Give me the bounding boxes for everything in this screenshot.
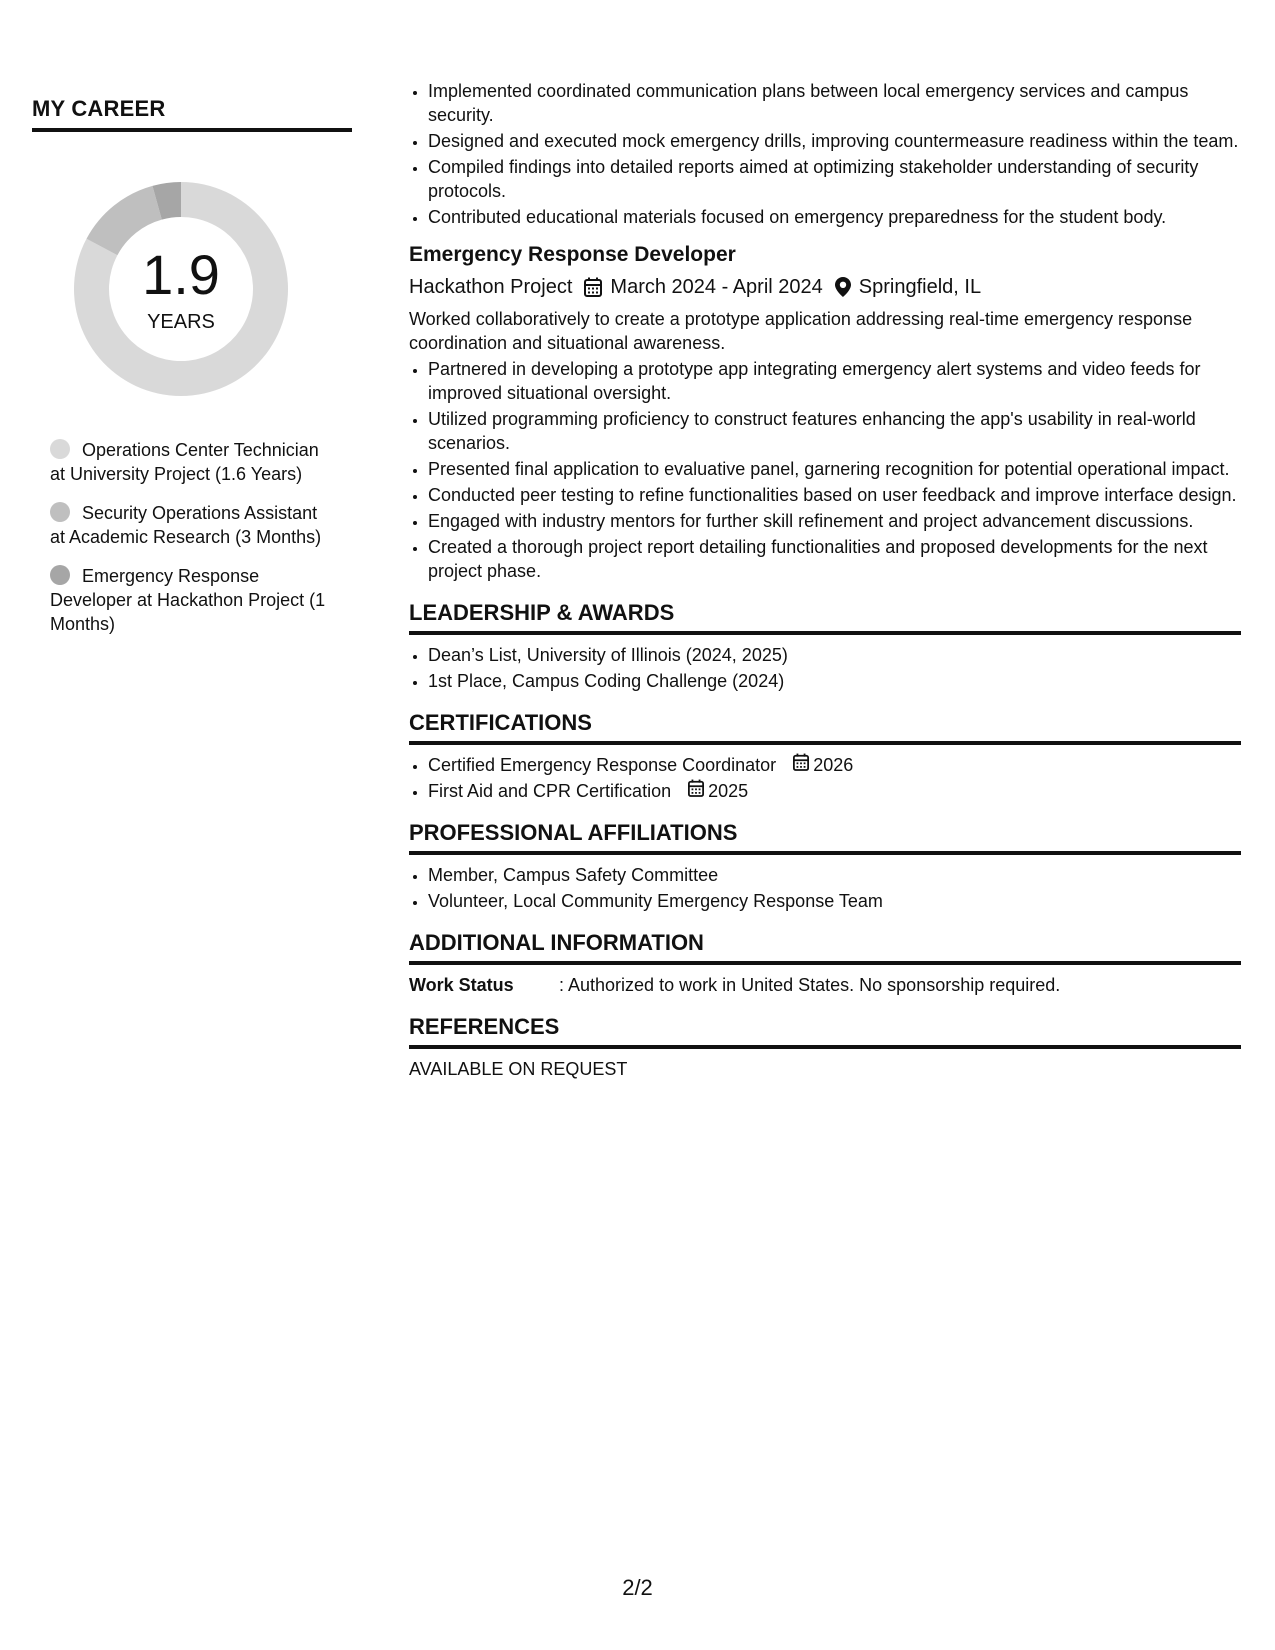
page-number: 2/2 [622,1575,653,1600]
list-item: • Utilized programming proficiency to construct features enhancing the app's usability in real-world scenarios. [428,407,1241,455]
work-status-label: Work Status [409,975,514,995]
legend-label: Operations Center Technician at University Project (1.6 Years) [50,440,319,484]
list-item: • Partnered in developing a prototype app integrating emergency alert systems and video feeds for improved situational oversight. [428,357,1241,405]
career-heading: MY CAREER [32,96,352,132]
calendar-icon [688,779,708,803]
references-heading: REFERENCES [409,1013,1241,1049]
legend-item [50,501,335,549]
list-item [428,753,1241,777]
list-item: • Dean’s List, University of Illinois (2024, 2025) [428,643,1241,667]
cert-date [688,779,748,803]
leadership-list [409,643,1241,693]
list-item: • Conducted peer testing to refine functionalities based on user feedback and improve interface design. [428,483,1241,507]
affiliations-list [409,863,1241,913]
previous-job-bullets [409,79,1241,229]
list-item: • Presented final application to evaluative panel, garnering recognition for potential operational impact. [428,457,1241,481]
list-item: • Compiled findings into detailed reports aimed at optimizing stakeholder understanding of security protocols. [428,155,1241,203]
list-item: • 1st Place, Campus Coding Challenge (2024) [428,669,1241,693]
legend-item [50,564,335,636]
certifications-heading: CERTIFICATIONS [409,709,1241,745]
job-dates: March 2024 - April 2024 [610,276,823,298]
calendar-icon [584,277,602,297]
list-item [428,779,1241,803]
job-meta [409,273,1241,301]
references-text: AVAILABLE ON REQUEST [409,1059,628,1079]
list-item: • Designed and executed mock emergency drills, improving countermeasure readiness within the team. [428,129,1241,153]
career-sidebar [32,96,352,651]
cert-name: First Aid and CPR Certification [428,781,672,801]
additional-info-heading: ADDITIONAL INFORMATION [409,929,1241,965]
location-pin-icon [835,277,851,297]
legend-dot [50,565,70,585]
cert-year: 2026 [813,755,854,775]
list-item: • Implemented coordinated communication plans between local emergency services and campus security. [428,79,1241,127]
career-legend [50,438,335,636]
career-donut-chart [67,175,295,403]
list-item: • Volunteer, Local Community Emergency Response Team [428,889,1241,913]
cert-year: 2025 [708,781,749,801]
cert-name: Certified Emergency Response Coordinator [428,755,777,775]
work-status-value: : Authorized to work in United States. No sponsorship required. [559,975,1061,995]
job-location: Springfield, IL [858,276,982,298]
total-years-unit: YEARS [147,311,215,333]
donut-center [67,175,295,403]
legend-label: Security Operations Assistant at Academic Research (3 Months) [50,503,322,547]
legend-dot [50,502,70,522]
legend-item [50,438,335,486]
list-item: • Engaged with industry mentors for further skill refinement and project advancement discussions. [428,509,1241,533]
list-item: • Contributed educational materials focused on emergency preparedness for the student body. [428,205,1241,229]
work-status-row [409,973,1241,997]
list-item: • Created a thorough project report detailing functionalities and proposed developments for the next project phase. [428,535,1241,583]
certifications-list [409,753,1241,803]
legend-label: Emergency Response Developer at Hackathon Project (1 Months) [50,566,326,634]
job-company: Hackathon Project [409,276,573,298]
total-years-value: 1.9 [142,243,220,306]
list-item: • Member, Campus Safety Committee [428,863,1241,887]
job-bullets [409,357,1241,583]
calendar-icon [793,753,813,777]
legend-dot [50,439,70,459]
leadership-heading: LEADERSHIP & AWARDS [409,599,1241,635]
job-title: Emergency Response Developer [409,243,736,266]
job-description: Worked collaboratively to create a prototype application addressing real-time emergency response coordination and situational awareness. [409,309,1193,353]
cert-date [793,753,853,777]
affiliations-heading: PROFESSIONAL AFFILIATIONS [409,819,1241,855]
main-column [409,79,1241,1081]
